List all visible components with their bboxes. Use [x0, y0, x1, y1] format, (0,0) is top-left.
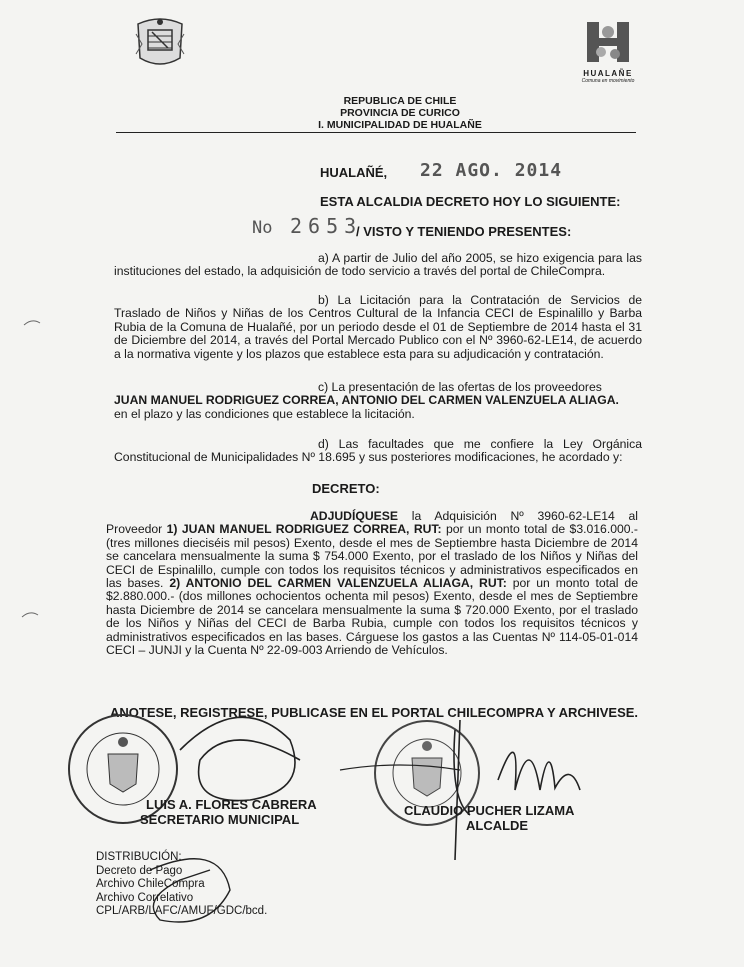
resolution-text-1: la Adquisición Nº 3960-62-LE14 al Proveedor [106, 509, 638, 537]
consideration-c-outro: en el plazo y las condiciones que establece la licitación. [114, 406, 415, 421]
decree-number-value: 2653 [290, 214, 363, 238]
intro-line: ESTA ALCALDIA DECRETO HOY LO SIGUIENTE: [320, 194, 621, 209]
distribution-title: DISTRIBUCIÓN: [96, 851, 182, 863]
header-line-3: I. MUNICIPALIDAD DE HUALAÑE [318, 119, 482, 131]
hualane-h-icon [585, 20, 631, 64]
consideration-c-names: JUAN MANUEL RODRIGUEZ CORREA, ANTONIO DEL CARMEN VALENZUELA ALIAGA. [114, 393, 619, 408]
resolution-text-2: por un monto total de $3.016.000.- (tres millones dieciséis mil pesos) Exento, desde el mes de Septiembre hasta Diciembre de 2014 se cancelara mensualmente la suma $ 754.000 Exento, por el traslado de los Niños y Niñas del CECI de Espinalillo, cumple con todos los requisitos técnicos y administrativos especificados en las bases. [106, 522, 638, 591]
document-header [300, 95, 500, 131]
decreto-title: DECRETO: [312, 481, 380, 496]
date-place: HUALAÑÉ, [320, 165, 388, 180]
decree-number-suffix: / VISTO Y TENIENDO PRESENTES: [356, 224, 572, 239]
municipal-coat-of-arms [130, 14, 190, 70]
logo-brand: HUALAÑE [583, 69, 633, 78]
header-line-2: PROVINCIA DE CURICO [340, 107, 460, 119]
distribution-item: CPL/ARB/LAFC/AMUF/GDC/bcd. [96, 905, 268, 917]
logo-tagline: Comuna en movimiento [581, 78, 635, 84]
distribution-block [96, 851, 267, 919]
secretary-title: SECRETARIO MUNICIPAL [140, 812, 300, 827]
closing-line: ANOTESE, REGISTRESE, PUBLICASE EN EL PORTAL CHILECOMPRA Y ARCHIVESE. [110, 705, 639, 720]
secretary-name: LUIS A. FLORES CABRERA [146, 797, 317, 812]
provider-1: 1) JUAN MANUEL RODRIGUEZ CORREA, RUT: [166, 522, 442, 537]
mayor-title: ALCALDE [466, 818, 529, 833]
hualane-logo [578, 20, 638, 90]
resolution-verb: ADJUDÍQUESE [310, 509, 399, 523]
consideration-a: a) A partir de Julio del año 2005, se hizo exigencia para las instituciones del estado, la adquisición de todo servicio a través del portal de ChileCompra. [114, 251, 642, 279]
provider-2: 2) ANTONIO DEL CARMEN VALENZUELA ALIAGA, RUT: [169, 576, 507, 591]
resolution-text-3: por un monto total de $2.880.000.- (dos millones ochocientos ochenta mil pesos) Exento, desde el mes de Septiembre hasta Diciembre de 2014 se cancelara mensualmente la suma $ 720.000 Exento, por el traslado de los Niños y Niñas del CECI de Barba Rubia, cumple con todos los requisitos técnicos y administrativos especificados en las bases. Cárguese los gastos a las Cuentas Nº 114-05-01-014 CECI – JUNJI y la Cuenta Nº 22-09-003 Arriendo de Vehículos. [106, 576, 638, 658]
consideration-d: d) Las facultades que me confiere la Ley Orgánica Constitucional de Municipalidades Nº 18.695 y sus posteriores modificaciones, he acordado y: [114, 437, 642, 465]
distribution-item: Decreto de Pago [96, 864, 183, 877]
header-rule [116, 132, 636, 133]
decree-number-prefix: No [252, 218, 273, 238]
distribution-item: Archivo ChileCompra [96, 878, 205, 890]
resolution-body [106, 510, 638, 657]
date-stamp: 22 AGO. 2014 [420, 160, 563, 181]
distribution-item: Archivo Correlativo [96, 891, 194, 904]
consideration-c-intro: c) La presentación de las ofertas de los proveedores [318, 380, 602, 394]
mayor-name: CLAUDIO PUCHER LIZAMA [404, 803, 575, 818]
consideration-b: b) La Licitación para la Contratación de Servicios de Traslado de Niños y Niñas de los Centros Cultural de la Infancia CECI de Espinalillo y Barba Rubia de la Comuna de Hualañé, por un periodo desde el 01 de Septiembre de 2014 hasta el 31 de Diciembre del 2014, a través del Portal Mercado Publico con el Nº 3960-62-LE14, de acuerdo a la normativa vigente y los plazos que establece esta para su adjudicación y contratación. [114, 293, 642, 361]
header-line-1: REPUBLICA DE CHILE [343, 95, 457, 107]
consideration-c [114, 381, 642, 421]
